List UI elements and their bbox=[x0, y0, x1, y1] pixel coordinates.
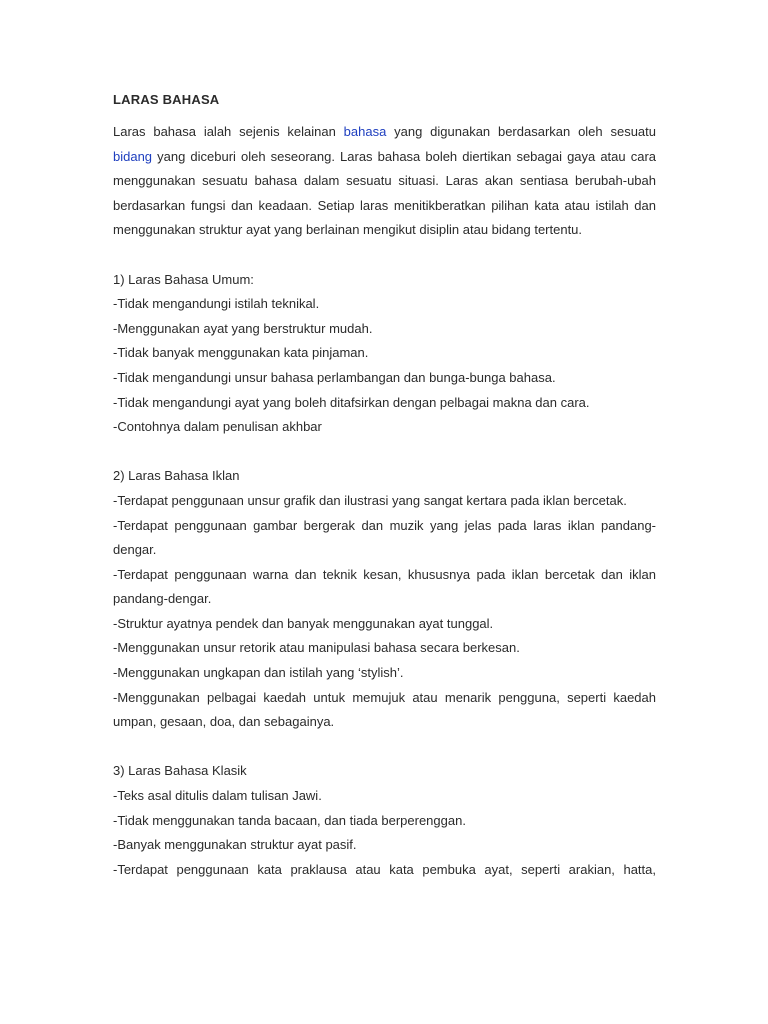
list-item: -Menggunakan ayat yang berstruktur mudah. bbox=[113, 320, 373, 336]
link-bidang[interactable]: bidang bbox=[113, 148, 153, 164]
section-heading: 2) Laras Bahasa Iklan bbox=[113, 468, 240, 484]
list-item: -Menggunakan pelbagai kaedah untuk memujuk atau menarik pengguna, seperti kaedah umpan, gesaan, doa, dan sebagainya. bbox=[113, 689, 656, 730]
list-item: -Teks asal ditulis dalam tulisan Jawi. bbox=[113, 788, 322, 804]
list-item: -Tidak mengandungi ayat yang boleh ditafsirkan dengan pelbagai makna dan cara. bbox=[113, 394, 590, 410]
section-heading: 3) Laras Bahasa Klasik bbox=[113, 763, 247, 779]
intro-text-1: Laras bahasa ialah sejenis kelainan bbox=[113, 124, 344, 139]
list-item: -Tidak mengandungi istilah teknikal. bbox=[113, 296, 320, 312]
section-laras-klasik bbox=[113, 759, 656, 882]
section-laras-umum bbox=[113, 268, 656, 440]
list-item: -Banyak menggunakan struktur ayat pasif. bbox=[113, 837, 357, 853]
list-item: -Struktur ayatnya pendek dan banyak menggunakan ayat tunggal. bbox=[113, 615, 494, 631]
list-item: -Terdapat penggunaan unsur grafik dan ilustrasi yang sangat kertara pada iklan bercetak. bbox=[113, 492, 627, 508]
section-laras-iklan bbox=[113, 464, 656, 735]
list-item: -Contohnya dalam penulisan akhbar bbox=[113, 419, 322, 435]
document-title: LARAS BAHASA bbox=[113, 92, 220, 107]
section-heading: 1) Laras Bahasa Umum: bbox=[113, 271, 254, 287]
list-item: -Menggunakan unsur retorik atau manipulasi bahasa secara berkesan. bbox=[113, 640, 520, 656]
list-item: -Terdapat penggunaan kata praklausa atau kata pembuka ayat, seperti arakian, hatta, bbox=[113, 861, 656, 877]
list-item: -Tidak banyak menggunakan kata pinjaman. bbox=[113, 345, 369, 361]
list-item: -Tidak mengandungi unsur bahasa perlambangan dan bunga-bunga bahasa. bbox=[113, 369, 556, 385]
intro-paragraph bbox=[113, 120, 656, 243]
list-item: -Tidak menggunakan tanda bacaan, dan tiada berperenggan. bbox=[113, 812, 466, 828]
list-item: -Terdapat penggunaan warna dan teknik kesan, khususnya pada iklan bercetak dan iklan pandang-dengar. bbox=[113, 566, 656, 607]
intro-text-2: yang digunakan berdasarkan oleh sesuatu bbox=[386, 124, 657, 139]
list-item: -Menggunakan ungkapan dan istilah yang ‘stylish’. bbox=[113, 665, 404, 681]
document-page bbox=[113, 88, 656, 882]
intro-text-3: yang diceburi oleh seseorang. Laras bahasa boleh diertikan sebagai gaya atau cara menggunakan sesuatu bahasa dalam sesuatu situasi. Laras akan sentiasa berubah-ubah berdasarkan fungsi dan keadaan. Setiap laras menitikberatkan pilihan kata atau istilah dan menggunakan struktur ayat yang berlainan mengikut disiplin atau bidang tertentu. bbox=[113, 148, 656, 238]
link-bahasa[interactable]: bahasa bbox=[343, 124, 387, 139]
list-item: -Terdapat penggunaan gambar bergerak dan muzik yang jelas pada laras iklan pandang-dengar. bbox=[113, 517, 656, 558]
